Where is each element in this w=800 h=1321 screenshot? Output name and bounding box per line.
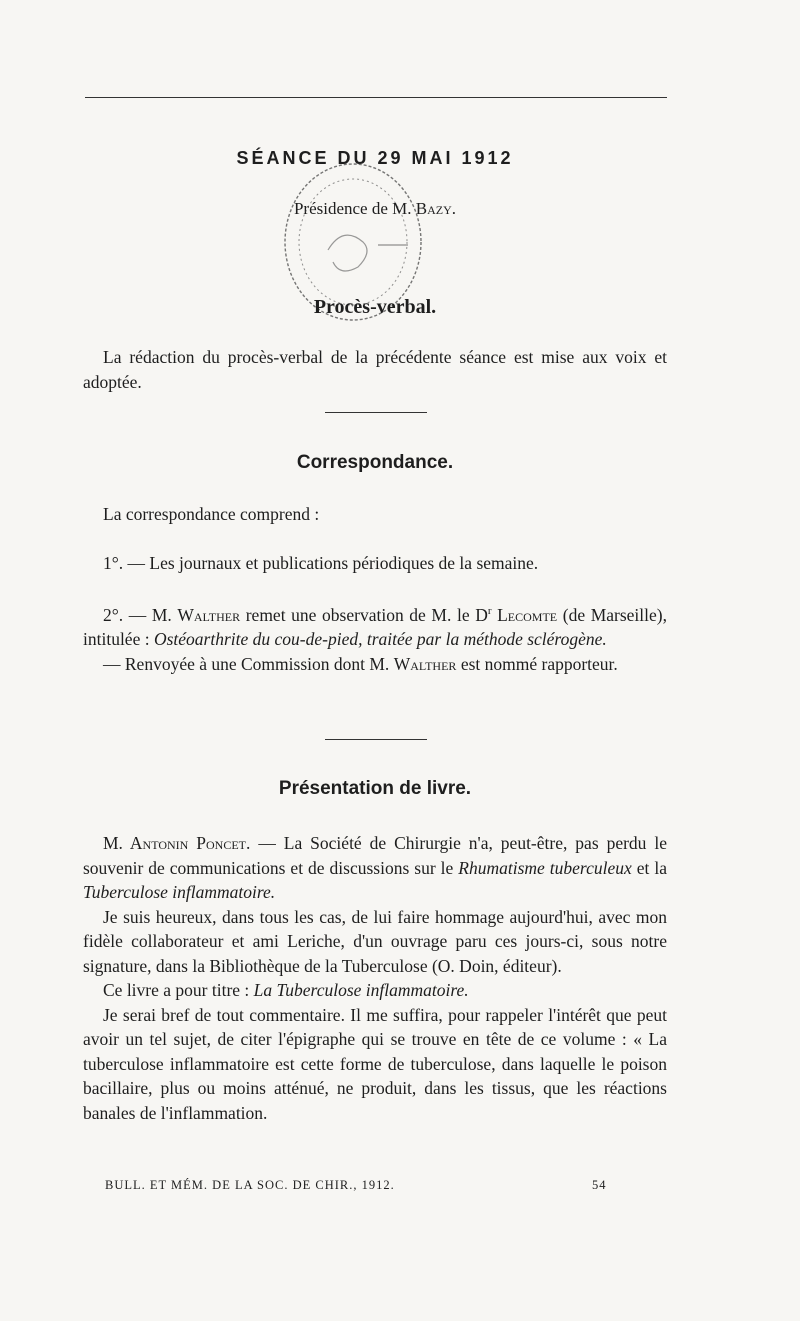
presentation-paragraph-2: Je suis heureux, dans tous les cas, de lui faire hommage aujourd'hui, avec mon fidèle collaborateur et ami Leriche, d'un ouvrage paru ces jours-ci, sous notre signature, dans la Bibliothèque de la Tuberculose (O. Doin, éditeur).: [83, 906, 667, 976]
renvoi-text-b: est nommé rapporteur.: [456, 653, 618, 674]
presidence-prefix: Présidence de M.: [293, 199, 416, 218]
item-2-text-a: 2°. — M.: [103, 604, 178, 625]
correspondance-item-1-block: [83, 551, 667, 576]
item-2-text-b: remet une observation de M. le D: [240, 604, 488, 625]
presentation-paragraph-3: [83, 978, 667, 1003]
p3-book-title: La Tuberculose inflammatoire.: [253, 980, 469, 1000]
p1-text-b: et la: [631, 857, 667, 878]
presentation-title: Présentation de livre.: [278, 778, 472, 799]
president-name: Bazy.: [415, 199, 457, 218]
correspondance-item-1: 1°. — Les journaux et publications périodiques de la semaine.: [103, 553, 539, 573]
item-2-walther: Walther: [177, 604, 241, 625]
p1-italic-1: Rhumatisme tuberculeux: [458, 857, 632, 878]
item-2-observation-title: Ostéoarthrite du cou-de-pied, traitée par la méthode sclérogène.: [153, 629, 607, 650]
separator-rule-1: [325, 412, 427, 413]
proces-verbal-text: La rédaction du procès-verbal de la précédente séance est mise aux voix et adoptée.: [83, 347, 667, 392]
seance-title: SÉANCE DU 29 MAI 1912: [236, 148, 514, 168]
page-footer: [105, 1178, 605, 1193]
presentation-paragraph-4: Je serai bref de tout commentaire. Il me suffira, pour rappeler l'intérêt que peut avoir un tel sujet, de citer l'épigraphe qui se trouve en tête de ce volume : « La tuberculose inflammatoire est cette forme de tuberculose, dans laquelle le poison bacillaire, plus ou moins atténué, ne produit, dans les tissus, que les réactions banales de l'inflammation.: [83, 1004, 667, 1123]
page-number: 54: [592, 1178, 607, 1192]
renvoi-text: [83, 652, 667, 677]
top-rule: [85, 97, 667, 98]
speaker-name: M. Antonin Poncet.: [103, 833, 251, 853]
renvoi-text-a: — Renvoyée à une Commission dont M.: [103, 653, 394, 674]
proces-verbal-title: Procès-verbal.: [313, 296, 437, 318]
presidence-line: [83, 199, 667, 219]
correspondance-item-2-block: [83, 599, 667, 676]
correspondance-title: Correspondance.: [296, 452, 454, 473]
item-2-sup: r: [487, 605, 492, 617]
presentation-body: [83, 831, 667, 1125]
proces-verbal-text-block: [83, 345, 667, 394]
item-2-lecomte: Lecomte: [497, 604, 558, 625]
correspondance-intro: La correspondance comprend :: [103, 504, 320, 524]
p3-text-a: Ce livre a pour titre :: [103, 980, 254, 1000]
p1-text-a: — La Société de Chirurgie n'a, peut-être, pas perdu le souvenir de communications et de discussions sur le: [83, 833, 667, 878]
renvoi-walther: Walther: [393, 653, 457, 674]
separator-rule-2: [325, 739, 427, 740]
presentation-paragraph-1: [83, 831, 667, 905]
correspondance-item-2: [83, 599, 667, 652]
correspondance-intro-block: [83, 502, 667, 527]
item-2-text-c: (de Marseille), intitulée :: [83, 604, 667, 650]
journal-reference: BULL. ET MÉM. DE LA SOC. DE CHIR., 1912.: [105, 1178, 395, 1192]
p1-italic-2: Tuberculose inflammatoire.: [83, 882, 276, 902]
